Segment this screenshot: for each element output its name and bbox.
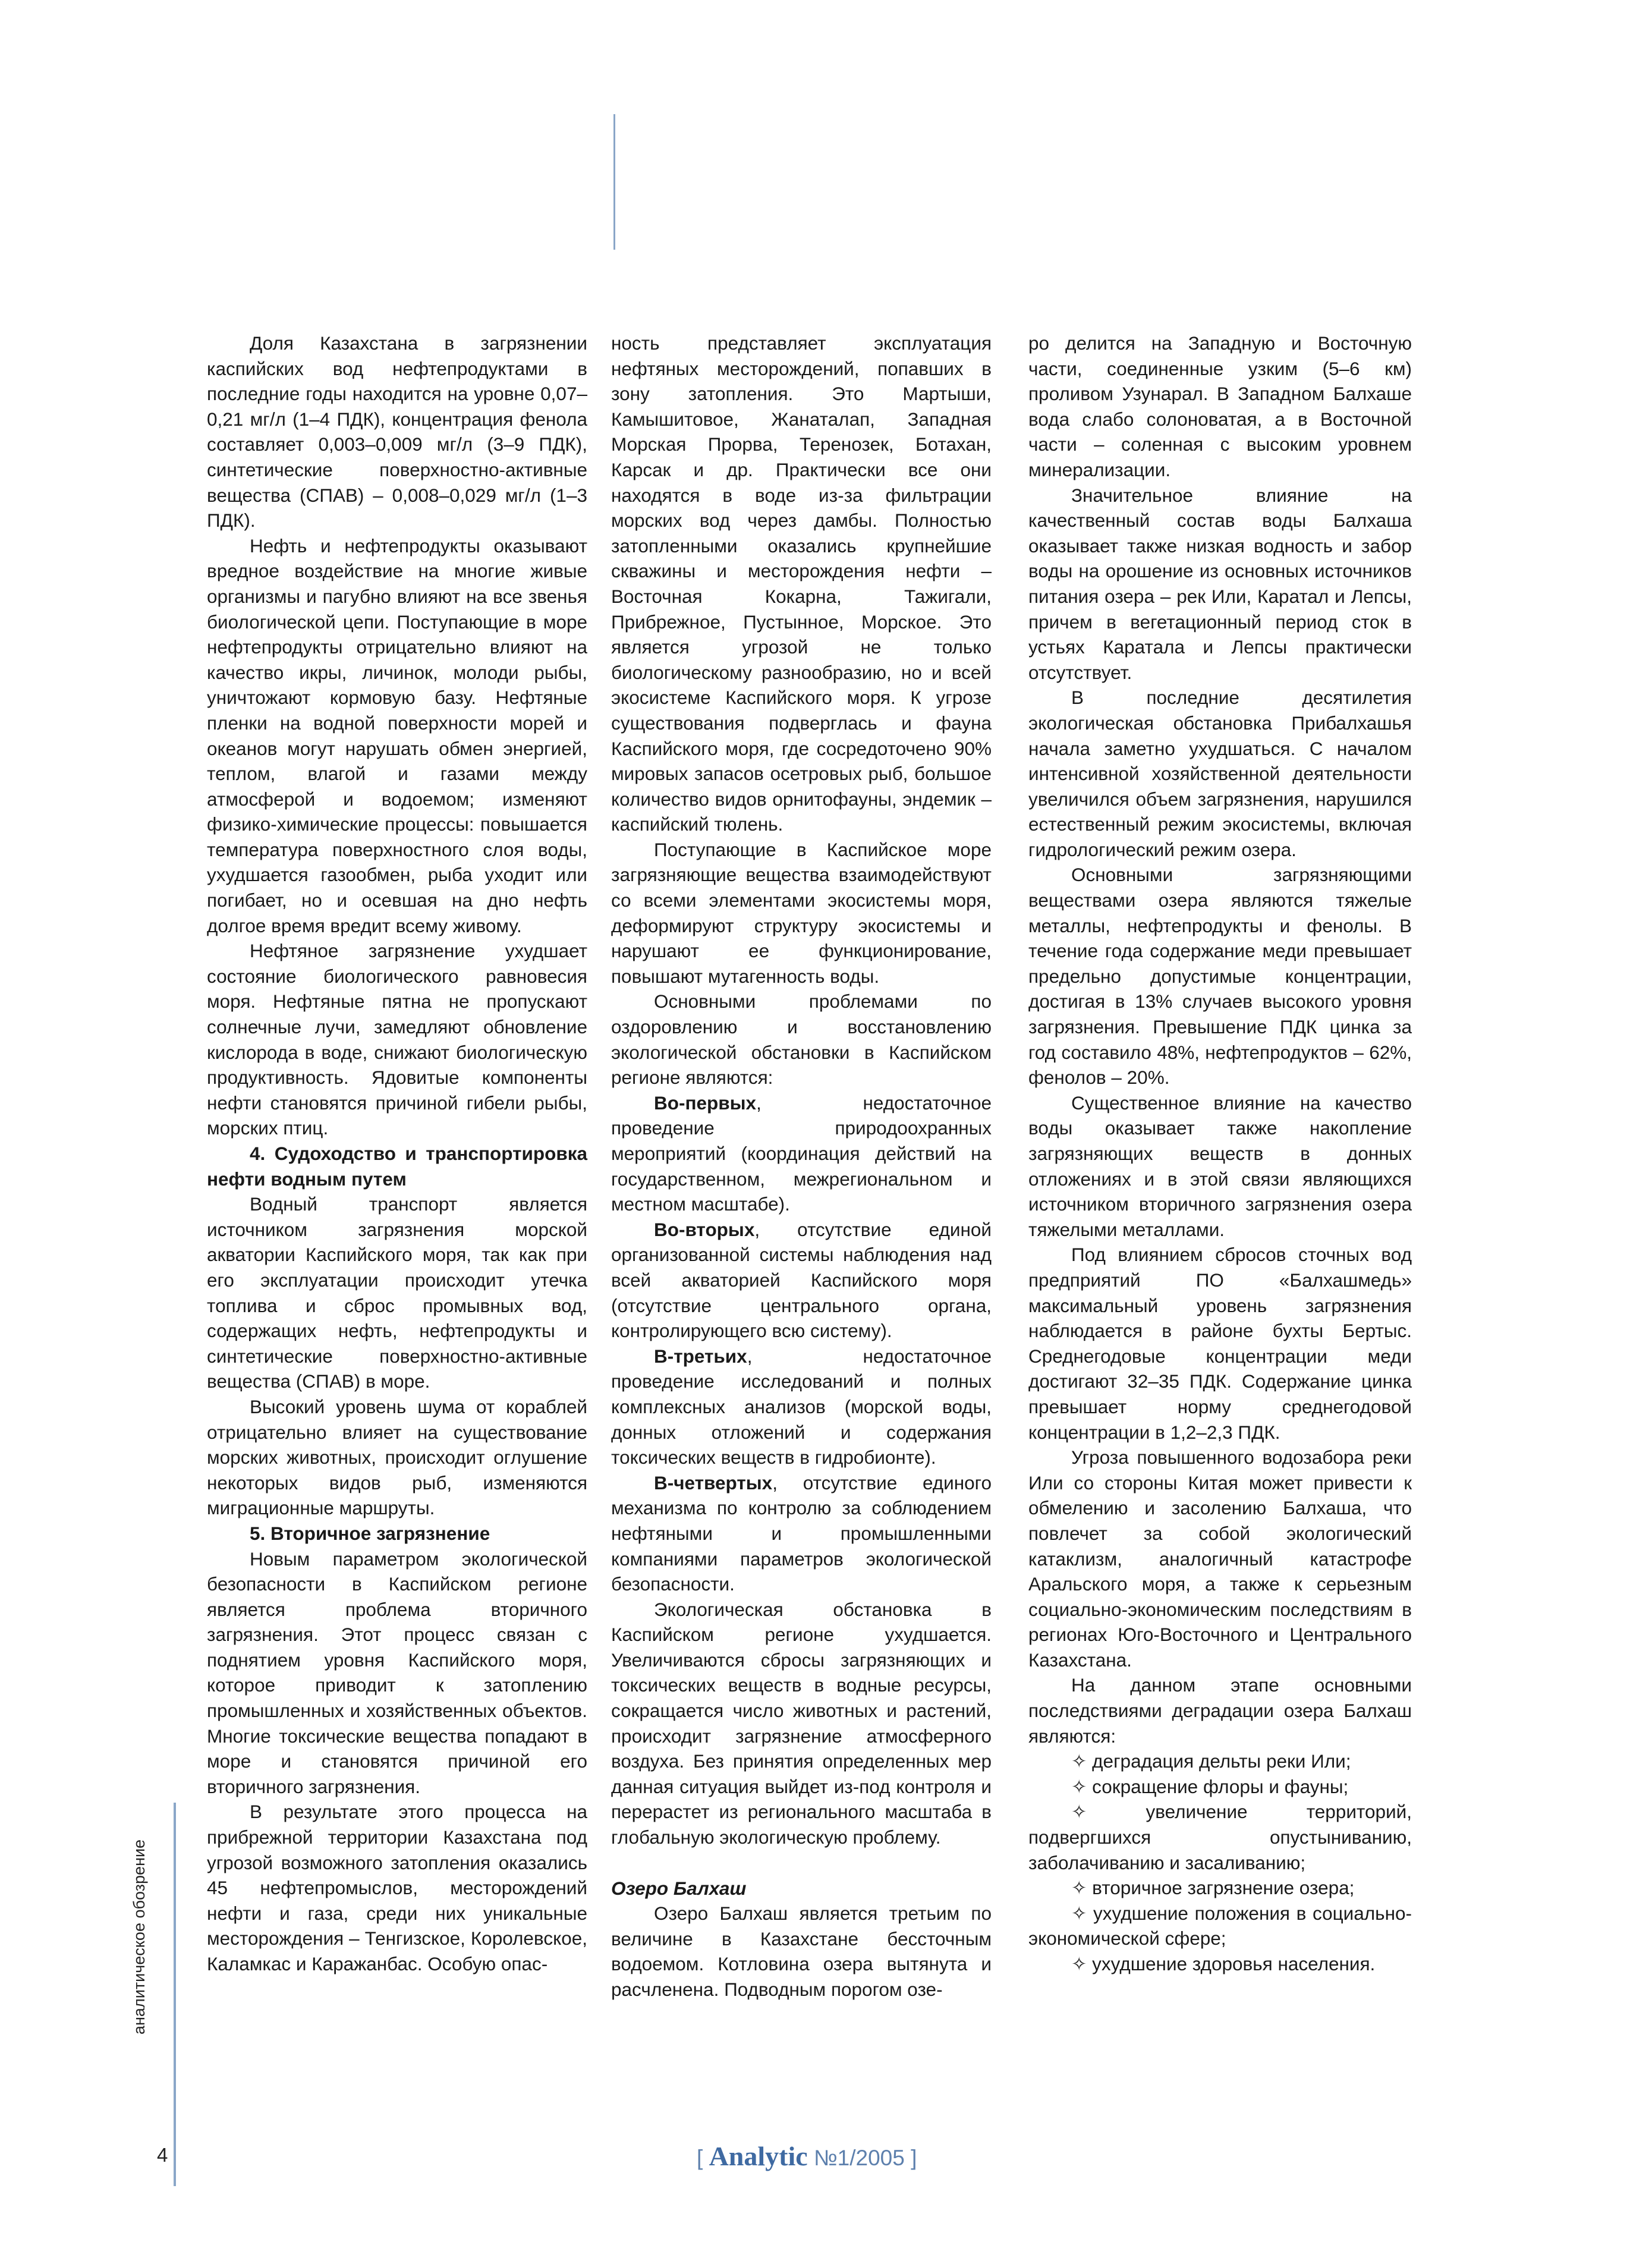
bullet-icon: ✧ [1071,1750,1087,1772]
list-item [1028,1774,1412,1800]
paragraph: ность представляет эксплуатация нефтяных месторождений, попавших в зону затопления. Это Мартыши, Камышитовое, Жанаталап, Западная Морская Прорва, Теренозек, Ботахан, Карсак и др. Практически все они находятся в воде из-за фильтрации морских вод через дамбы. Полностью затопленными оказались крупнейшие скважины и месторождения нефти – Восточная Кокарна, Тажигали, Прибрежное, Пустынное, Морское. Это является угрозой не только биологическому разнообразию, но и всей экосистеме Каспийского моря. К угрозе существования подверглась и фауна Каспийского моря, где сосредоточено 90% мировых запасов осетровых рыб, большое количество видов орнитофауны, эндемик – каспийский тюлень. [611,332,992,835]
footer-masthead [697,2140,917,2172]
list-item-text: увеличение территорий, подвергшихся опустыниванию, заболачиванию и засаливанию; [1028,1801,1412,1873]
text-column-2 [611,331,992,2002]
bullet-icon: ✧ [1071,1877,1087,1899]
paragraph: В последние десятилетия экологическая обстановка Прибалхашья начала заметно ухудшаться. С началом интенсивной хозяйственной деятельности увеличился объем загрязнения, нарушился естественный режим экосистемы, включая гидрологический режим озера. [1028,687,1412,860]
list-item-text: ухудшение здоровья населения. [1092,1953,1376,1974]
subsection-heading: Озеро Балхаш [611,1877,747,1899]
list-item-text: деградация дельты реки Или; [1092,1750,1351,1772]
list-item-text: ухудшение положения в социально-экономической сфере; [1028,1902,1412,1949]
header-divider [613,114,615,250]
problem-text: , отсутствие единого механизма по контролю за соблюдением нефтяными и промышленными компаниями параметров экологической безопасности. [611,1471,992,1595]
page-number: 4 [157,2144,168,2166]
problem-text: , недостаточное проведение исследований и полных комплексных анализов (морской воды, донных отложений и содержания токсических веществ в гидробионте). [611,1345,992,1469]
problem-label: В-третьих [654,1345,747,1367]
paragraph: ро делится на Западную и Восточную части, соединенные узким (5–6 км) проливом Узунарал. В Западном Балхаше вода слабо солоноватая, а в Восточной части – соленная с высоким уровнем минерализации. [1028,332,1412,480]
paragraph: Водный транспорт является источником загрязнения морской акватории Каспийского моря, так как при его эксплуатации происходит утечка топлива и сброс промывных вод, содержащих нефть, нефтепродукты и синтетические поверхностно-активные вещества (СПАВ) в море. [207,1193,587,1392]
paragraph: Экологическая обстановка в Каспийском регионе ухудшается. Увеличиваются сбросы загрязняющих и токсических веществ в водные ресурсы, сокращается число животных и растений, происходит загрязнение атмосферного воздуха. Без принятия определенных мер данная ситуация выйдет из-под контроля и перерастет из регионального масштаба в глобальную экологическую проблему. [611,1598,992,1848]
text-column-3 [1028,331,1412,1977]
problem-text: , отсутствие единой организованной системы наблюдения над всей акваторией Каспийского моря (отсутствие центрального органа, контролирующего всю систему). [611,1218,992,1342]
paragraph: На данном этапе основными последствиями деградации озера Балхаш являются: [1028,1674,1412,1747]
paragraph: Угроза повышенного водозабора реки Или со стороны Китая может привести к обмелению и засолению Балхаша, что повлечет за собой экологический катаклизм, аналогичный катастрофе Аральского моря, а также к серьезным социально-экономическим последствиям в регионах Юго-Восточного и Центрального Казахстана. [1028,1447,1412,1671]
paragraph: Поступающие в Каспийское море загрязняющие вещества взаимодействуют со всеми элементами экосистемы моря, деформируют структуру экосистемы и нарушают ее функционирование, повышают мутагенность воды. [611,838,992,987]
bullet-icon: ✧ [1071,1953,1087,1974]
list-item-text: вторичное загрязнение озера; [1092,1877,1355,1899]
issue-number: №1/2005 [813,2146,905,2170]
paragraph: Существенное влияние на качество воды оказывает также накопление загрязняющих веществ в донных отложениях и в этой связи являющихся источником вторичного загрязнения озера тяжелыми металлами. [1028,1092,1412,1240]
paragraph: В результате этого процесса на прибрежной территории Казахстана под угрозой возможного затопления оказались 45 нефтепромыслов, месторождений нефти и газа, среди них уникальные месторождения – Тенгизское, Королевское, Каламкас и Каражанбас. Особую опас- [207,1801,587,1974]
paragraph: Значительное влияние на качественный состав воды Балхаша оказывает также низкая водность и забор воды на орошение из основных источников питания озера – рек Или, Каратал и Лепсы, причем в вегетационный период сток в устьях Каратала и Лепсы практически отсутствует. [1028,484,1412,683]
list-item [1028,1749,1412,1774]
list-item [1028,1951,1412,1977]
sidebar-divider [174,1803,176,2186]
paragraph: Высокий уровень шума от кораблей отрицательно влияет на существование морских животных, происходит оглушение некоторых видов рыб, изменяются миграционные маршруты. [207,1395,587,1519]
footer-bracket-open: [ [697,2146,703,2170]
list-item [1028,1901,1412,1951]
paragraph: Озеро Балхаш является третьим по величине в Казахстане бессточным водоемом. Котловина озера вытянута и расчленена. Подводным порогом озе- [611,1903,992,2000]
list-item [1028,1799,1412,1875]
problem-label: Во-вторых [654,1218,755,1240]
problem-label: В-четвертых [654,1471,773,1493]
problem-item [611,1470,992,1597]
paragraph: Доля Казахстана в загрязнении каспийских вод нефтепродуктами в последние годы находится на уровне 0,07–0,21 мг/л (1–4 ПДК), концентрация фенола составляет 0,003–0,009 мг/л (3–9 ПДК), синтетические поверхностно-активные вещества (СПАВ) – 0,008–0,029 мг/л (1–3 ПДК). [207,332,587,532]
paragraph: Нефть и нефтепродукты оказывают вредное воздействие на многие живые организмы и пагубно влияют на все звенья биологической цепи. Поступающие в море нефтепродукты отрицательно влияют на качество икры, личинок, молоди рыбы, уничтожают кормовую базу. Нефтяные пленки на водной поверхности морей и океанов могут нарушать обмен энергией, теплом, влагой и газами между атмосферой и водоемом; изменяют физико-химические процессы: повышается температура поверхностного слоя воды, ухудшается газообмен, рыба уходит или погибает, но и осевшая на дно нефть долгое время вредит всему живому. [207,534,587,936]
bullet-icon: ✧ [1071,1801,1087,1823]
problem-text: , недостаточное проведение природоохранных мероприятий (координация действий на государственном, межрегиональном и местном масштабе). [611,1092,992,1215]
paragraph: Основными загрязняющими веществами озера являются тяжелые металлы, нефтепродукты и фенолы. В течение года содержание меди превышает предельно допустимые концентрации, достигая в 13% случаев высокого уровня загрязнения. Превышение ПДК цинка за год составило 48%, нефтепродуктов – 62%, фенолов – 20%. [1028,864,1412,1089]
list-item [1028,1875,1412,1901]
paragraph: Основными проблемами по оздоровлению и восстановлению экологической обстановки в Каспийском регионе являются: [611,990,992,1089]
paragraph: Под влиянием сбросов сточных вод предприятий ПО «Балхашмедь» максимальный уровень загрязнения наблюдается в районе бухты Бертыс. Среднегодовые концентрации меди достигают 32–35 ПДК. Содержание цинка превышает норму среднегодовой концентрации в 1,2–2,3 ПДК. [1028,1244,1412,1443]
list-item-text: сокращение флоры и фауны; [1092,1775,1349,1797]
section-heading: 4. Судоходство и транспортировка нефти водным путем [207,1143,587,1190]
paragraph: Нефтяное загрязнение ухудшает состояние биологического равновесия моря. Нефтяные пятна не пропускают солнечные лучи, замедляют обновление кислорода в воде, снижают биологическую продуктивность. Ядовитые компоненты нефти становятся причиной гибели рыбы, морских птиц. [207,940,587,1139]
bullet-icon: ✧ [1071,1902,1087,1924]
bullet-icon: ✧ [1071,1775,1087,1797]
sidebar-label: аналитическое обозрение [130,1839,148,2035]
problem-item [611,1090,992,1217]
paragraph: Новым параметром экологической безопасности в Каспийском регионе является проблема вторичного загрязнения. Этот процесс связан с поднятием уровня Каспийского моря, которое приводит к затоплению промышленных и хозяйственных объектов. Многие токсические вещества попадают в море и становятся причиной его вторичного загрязнения. [207,1548,587,1797]
problem-item [611,1344,992,1470]
footer-bracket-close: ] [911,2146,917,2170]
brand-logo: Analytic [709,2141,808,2171]
section-heading: 5. Вторичное загрязнение [250,1522,490,1544]
problem-label: Во-первых [654,1092,757,1114]
problem-item [611,1217,992,1344]
text-column-1 [207,331,587,1977]
